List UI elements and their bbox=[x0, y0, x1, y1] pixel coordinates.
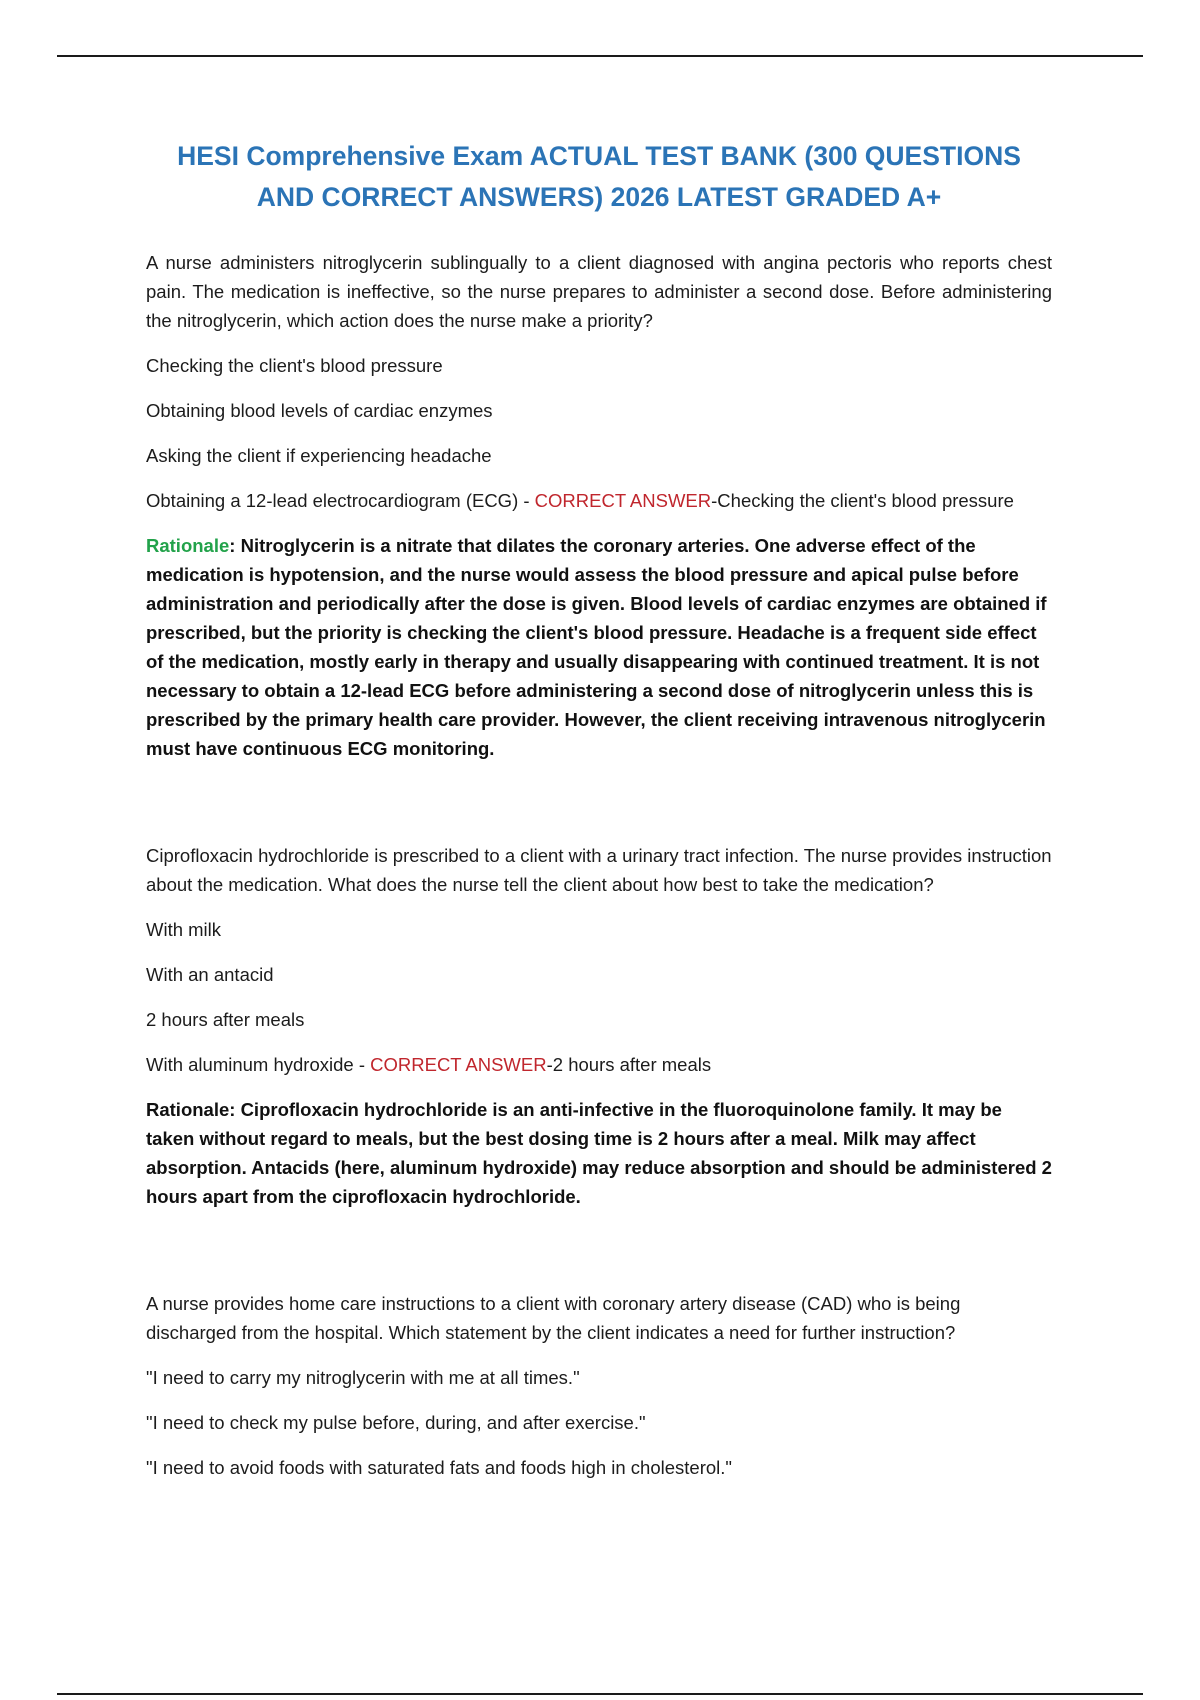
question-block-3 bbox=[146, 1289, 1052, 1482]
rationale: Rationale: Ciprofloxacin hydrochloride is an anti-infective in the fluoroquinolone family. It may be taken without regard to meals, but the best dosing time is 2 hours after a meal. Milk may affect absorption. Antacids (here, aluminum hydroxide) may reduce absorption and should be administered 2 hours apart from the ciprofloxacin hydrochloride. bbox=[146, 1099, 1052, 1207]
answer-option: Asking the client if experiencing headache bbox=[146, 445, 492, 466]
answer-option: Obtaining blood levels of cardiac enzymes bbox=[146, 400, 493, 421]
header-rule bbox=[57, 55, 1143, 57]
question-block-1 bbox=[146, 248, 1052, 763]
correct-answer-text: -Checking the client's blood pressure bbox=[711, 490, 1014, 511]
question-text: A nurse provides home care instructions to a client with coronary artery disease (CAD) who is being discharged from the hospital. Which statement by the client indicates a need for further instruction? bbox=[146, 1293, 961, 1343]
section-spacer bbox=[146, 1227, 1052, 1289]
question-text: Ciprofloxacin hydrochloride is prescribed to a client with a urinary tract infection. The nurse provides instruction about the medication. What does the nurse tell the client about how best to take the medication? bbox=[146, 845, 1052, 895]
answer-option: "I need to carry my nitroglycerin with me at all times." bbox=[146, 1367, 580, 1388]
question-text: A nurse administers nitroglycerin sublingually to a client diagnosed with angina pectoris who reports chest pain. The medication is ineffective, so the nurse prepares to administer a second dose. Before administering the nitroglycerin, which action does the nurse make a priority? bbox=[146, 252, 1052, 331]
answer-option: With an antacid bbox=[146, 964, 274, 985]
answer-option-with-correct-answer bbox=[146, 1050, 1052, 1079]
document-title: HESI Comprehensive Exam ACTUAL TEST BANK (300 QUESTIONS AND CORRECT ANSWERS) 2026 LATEST GRADED A+ bbox=[177, 141, 1021, 212]
answer-option: 2 hours after meals bbox=[146, 1009, 305, 1030]
answer-option: "I need to avoid foods with saturated fats and foods high in cholesterol." bbox=[146, 1457, 732, 1478]
answer-option-text: Obtaining a 12-lead electrocardiogram (ECG) - bbox=[146, 490, 535, 511]
correct-answer-text: -2 hours after meals bbox=[546, 1054, 712, 1075]
answer-option-with-correct-answer bbox=[146, 486, 1052, 515]
answer-option: Checking the client's blood pressure bbox=[146, 355, 443, 376]
correct-answer-label: CORRECT ANSWER bbox=[370, 1054, 547, 1075]
rationale bbox=[146, 531, 1052, 763]
answer-option-text: With aluminum hydroxide - bbox=[146, 1054, 371, 1075]
answer-option: "I need to check my pulse before, during, and after exercise." bbox=[146, 1412, 646, 1433]
rationale-text: : Nitroglycerin is a nitrate that dilates the coronary arteries. One adverse effect of the medication is hypotension, and the nurse would assess the blood pressure and apical pulse before administration and periodically after the dose is given. Blood levels of cardiac enzymes are obtained if prescribed, but the priority is checking the client's blood pressure. Headache is a frequent side effect of the medication, mostly early in therapy and usually disappearing with continued treatment. It is not necessary to obtain a 12-lead ECG before administering a second dose of nitroglycerin unless this is prescribed by the primary health care provider. However, the client receiving intravenous nitroglycerin must have continuous ECG monitoring. bbox=[146, 535, 1047, 759]
footer-rule bbox=[57, 1693, 1143, 1695]
rationale-label: Rationale bbox=[146, 535, 230, 556]
section-spacer bbox=[146, 779, 1052, 841]
answer-option: With milk bbox=[146, 919, 222, 940]
question-block-2 bbox=[146, 841, 1052, 1211]
document-body bbox=[146, 136, 1052, 1498]
correct-answer-label: CORRECT ANSWER bbox=[534, 490, 712, 511]
